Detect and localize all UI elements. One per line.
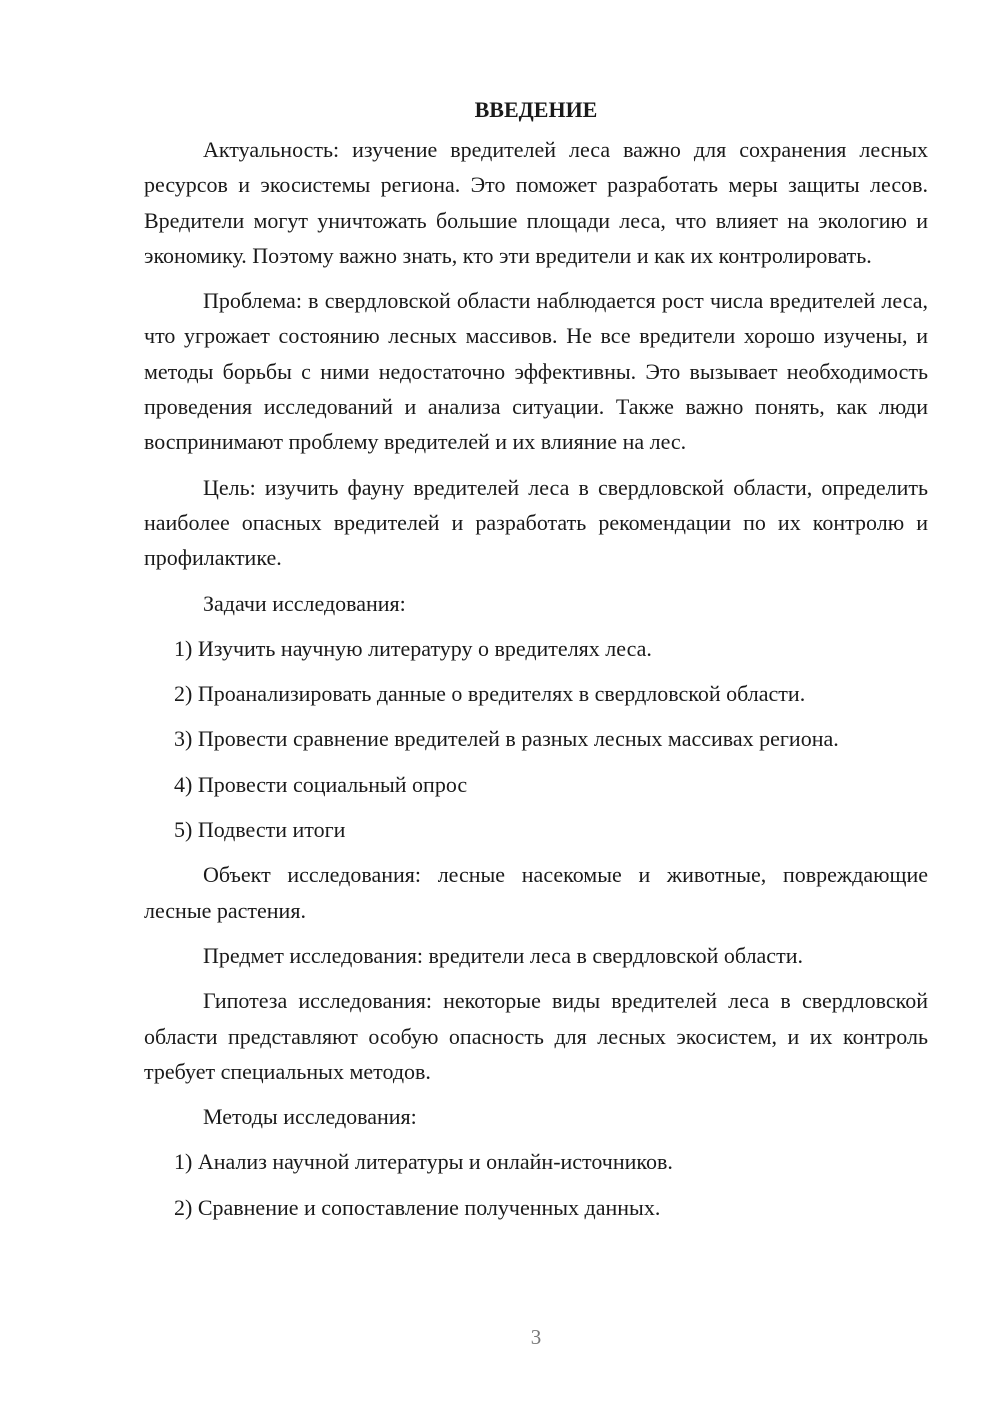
task-item-5: 5) Подвести итоги <box>174 817 346 843</box>
method-item-1: 1) Анализ научной литературы и онлайн-источников. <box>174 1149 673 1175</box>
subject-paragraph: Предмет исследования: вредители леса в свердловской области. <box>203 942 803 968</box>
method-item-2: 2) Сравнение и сопоставление полученных данных. <box>174 1194 661 1220</box>
task-item-1: 1) Изучить научную литературу о вредителях леса. <box>174 635 652 661</box>
document-title: ВВЕДЕНИЕ <box>474 97 598 122</box>
object-paragraph: Объект исследования: лесные насекомые и животные, повреждающие лесные растения. <box>144 862 928 923</box>
goal-paragraph: Цель: изучить фауну вредителей леса в свердловской области, определить наиболее опасных вредителей и разработать рекомендации по их контролю и профилактике. <box>144 474 928 571</box>
document-page <box>144 92 928 1235</box>
task-item-3: 3) Провести сравнение вредителей в разных лесных массивах региона. <box>174 726 839 752</box>
hypothesis-paragraph: Гипотеза исследования: некоторые виды вредителей леса в свердловской области представляют особую опасность для лесных экосистем, и их контроль требует специальных методов. <box>144 988 928 1084</box>
tasks-heading: Задачи исследования: <box>203 590 406 616</box>
task-item-4: 4) Провести социальный опрос <box>174 771 468 797</box>
page-number: 3 <box>530 1325 542 1349</box>
task-item-2: 2) Проанализировать данные о вредителях в свердловской области. <box>174 681 806 707</box>
methods-heading: Методы исследования: <box>203 1104 417 1130</box>
problem-paragraph: Проблема: в свердловской области наблюдается рост числа вредителей леса, что угрожает состоянию лесных массивов. Не все вредители хорошо изучены, и методы борьбы с ними недостаточно эффективны. Это вызывает необходимость проведения исследований и анализа ситуации. Также важно понять, как люди воспринимают проблему вредителей и их влияние на лес. <box>144 288 928 455</box>
relevance-paragraph: Актуальность: изучение вредителей леса важно для сохранения лесных ресурсов и экосистемы региона. Это поможет разработать меры защиты лесов. Вредители могут уничтожать большие площади леса, что влияет на экологию и экономику. Поэтому важно знать, кто эти вредители и как их контролировать. <box>144 137 928 268</box>
